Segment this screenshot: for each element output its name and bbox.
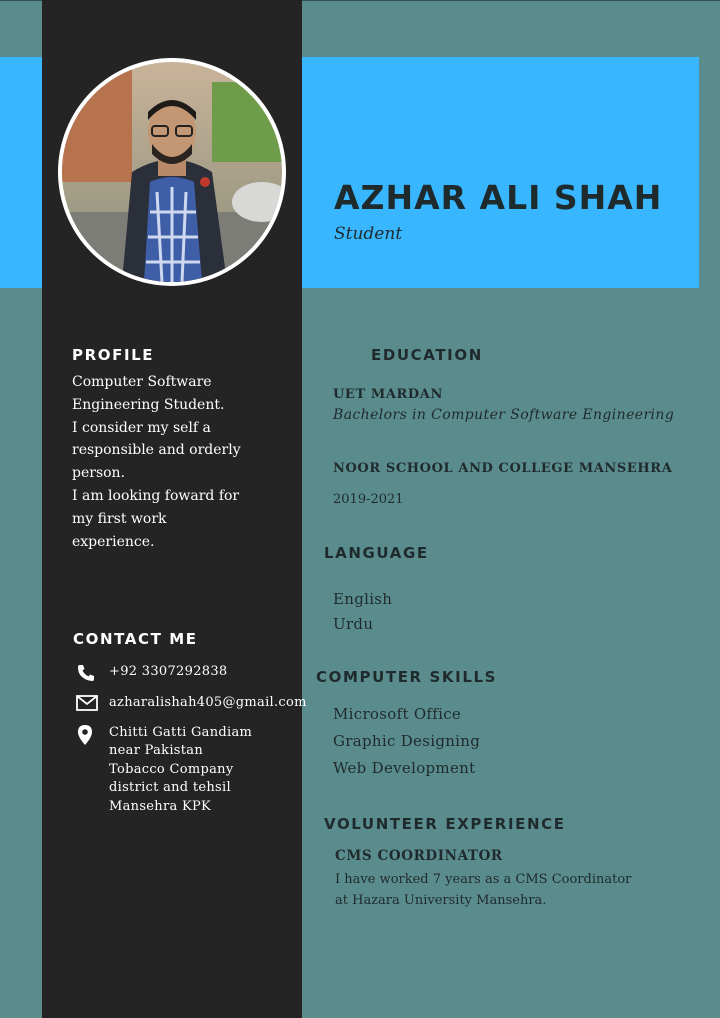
skills-list <box>333 701 480 782</box>
volunteer-role: CMS COORDINATOR <box>335 848 503 864</box>
address-line: Chitti Gatti Gandiam <box>109 725 253 740</box>
education-heading: EDUCATION <box>371 346 483 364</box>
volunteer-heading: VOLUNTEER EXPERIENCE <box>324 815 566 833</box>
language-heading: LANGUAGE <box>324 544 429 562</box>
address-line: Tobacco Company <box>109 761 234 777</box>
language-item: English <box>333 590 393 608</box>
resume-name: AZHAR ALI SHAH <box>334 178 663 217</box>
contact-heading: CONTACT ME <box>73 630 198 648</box>
profile-photo <box>62 62 282 282</box>
address-line: near Pakistan <box>109 743 204 759</box>
profile-text <box>72 371 292 553</box>
volunteer-line: I have worked 7 years as a CMS Coordinator <box>335 872 632 887</box>
location-pin-icon <box>76 724 94 746</box>
address-text <box>109 724 252 816</box>
profile-photo-frame <box>58 58 286 286</box>
volunteer-description <box>335 869 631 911</box>
profile-line: experience. <box>72 533 155 550</box>
profile-line: person. <box>72 465 126 482</box>
header-band <box>302 57 699 288</box>
profile-line: my first work <box>72 510 167 527</box>
education-institution: UET MARDAN <box>333 387 443 402</box>
profile-line: responsible and orderly <box>72 442 241 459</box>
profile-heading: PROFILE <box>72 346 155 364</box>
education-years: 2019-2021 <box>333 492 404 507</box>
phone-icon <box>76 663 96 683</box>
language-item: Urdu <box>333 615 374 633</box>
resume-title: Student <box>334 224 403 244</box>
skills-heading: COMPUTER SKILLS <box>316 668 498 686</box>
profile-line: I am looking foward for <box>72 487 240 504</box>
profile-line: I consider my self a <box>72 419 211 436</box>
volunteer-line: at Hazara University Mansehra. <box>335 893 547 908</box>
email-address[interactable]: azharalishah405@gmail.com <box>109 695 307 710</box>
education-institution: NOOR SCHOOL AND COLLEGE MANSEHRA <box>333 461 673 476</box>
skill-item: Graphic Designing <box>333 732 481 750</box>
address-line: Mansehra KPK <box>109 798 212 814</box>
address-line: district and tehsil <box>109 780 231 796</box>
profile-line: Computer Software <box>72 374 212 390</box>
envelope-icon <box>76 694 98 712</box>
skill-item: Web Development <box>333 759 476 777</box>
profile-line: Engineering Student. <box>72 396 225 413</box>
header-band-left <box>0 57 42 288</box>
education-degree: Bachelors in Computer Software Engineering <box>333 407 675 423</box>
phone-number[interactable]: +92 3307292838 <box>109 664 228 679</box>
language-list <box>333 587 392 637</box>
skill-item: Microsoft Office <box>333 705 462 723</box>
